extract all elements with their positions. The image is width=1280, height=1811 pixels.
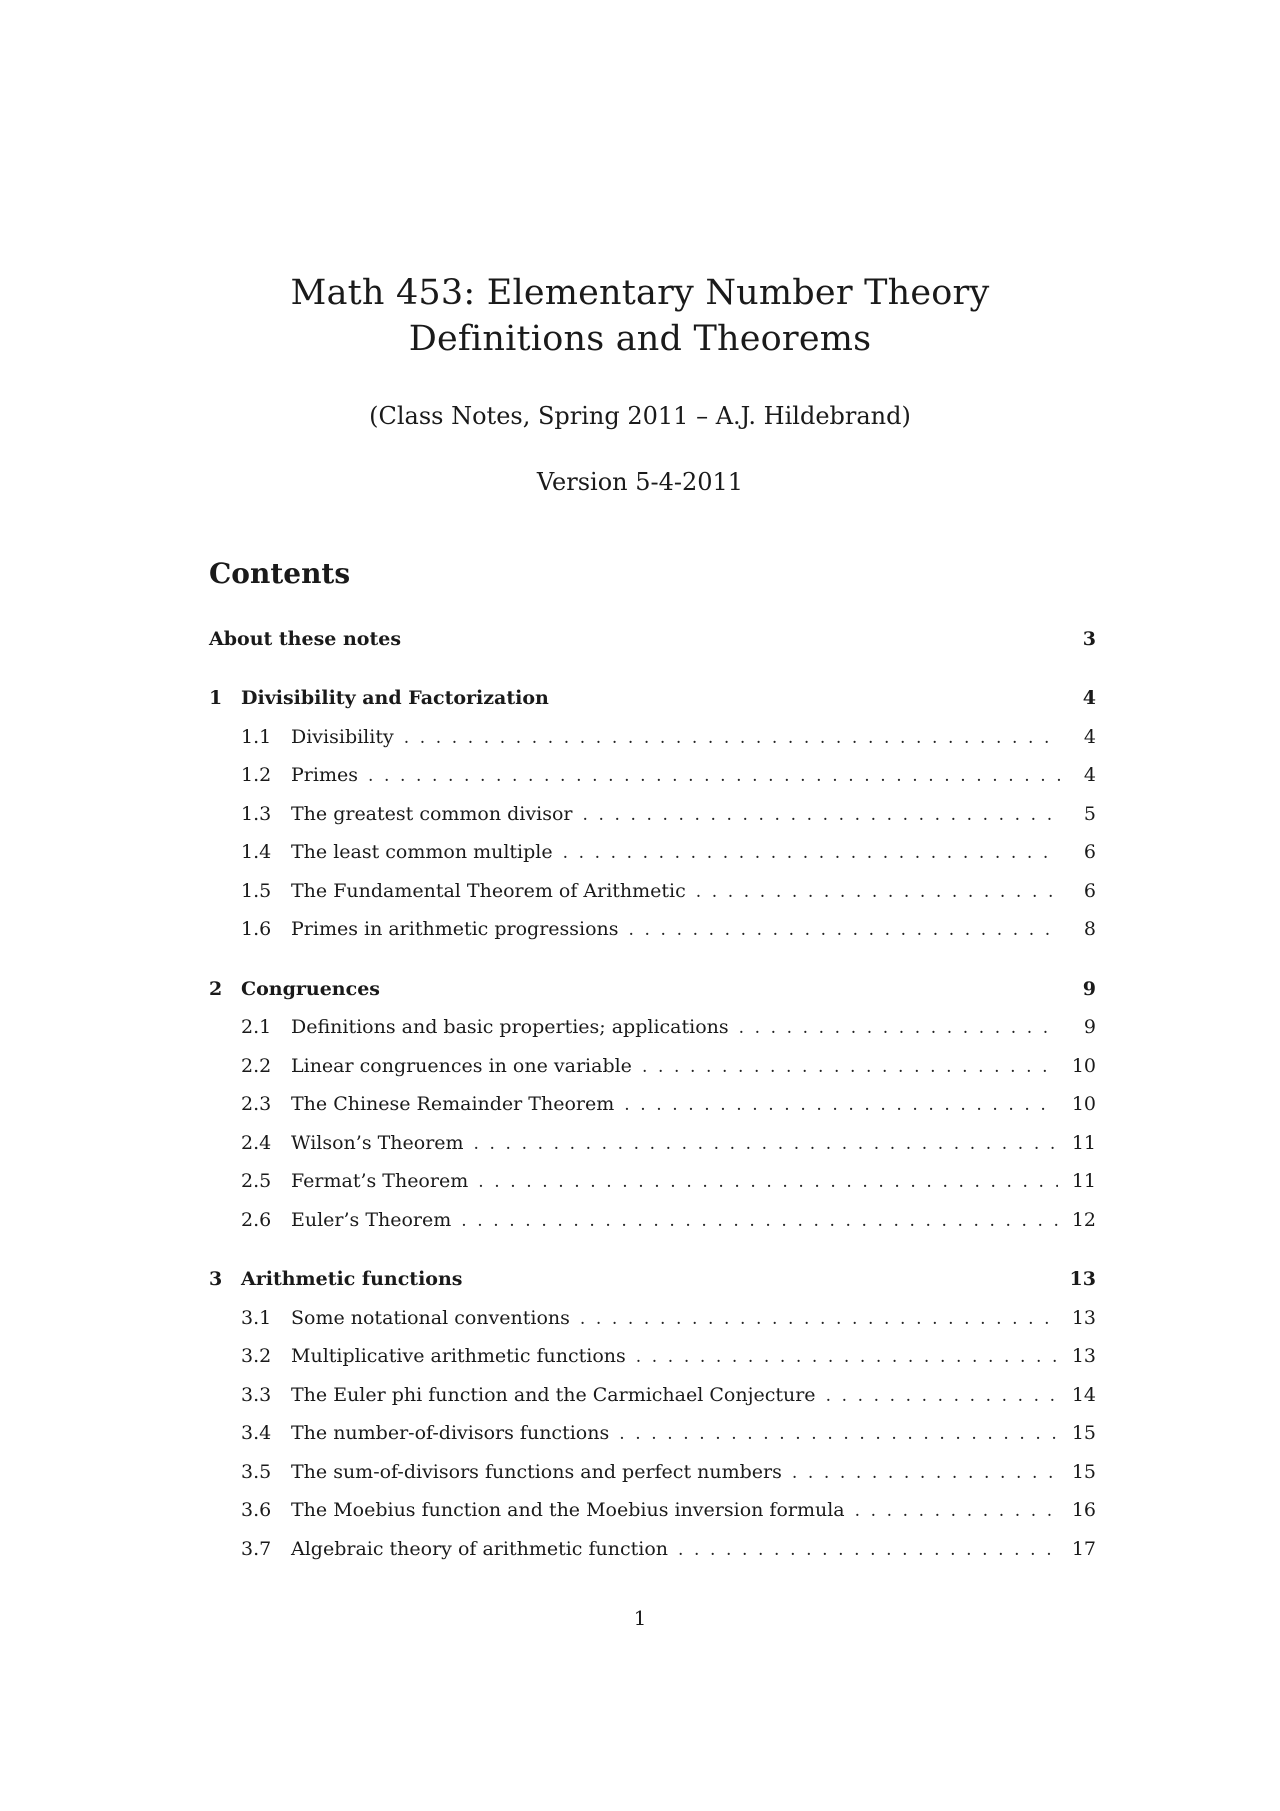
toc-section-2-6[interactable] xyxy=(209,1201,1096,1240)
dot-leader xyxy=(474,1125,1058,1164)
section-title: Primes xyxy=(291,764,358,786)
chapter-number: 1 xyxy=(209,687,223,709)
section-number: 2.2 xyxy=(241,1054,272,1077)
section-title: The number-of-divisors functions xyxy=(291,1422,610,1444)
dot-leader xyxy=(826,1377,1058,1416)
section-title: Multiplicative arithmetic functions xyxy=(291,1345,626,1367)
section-page: 15 xyxy=(1071,1460,1096,1483)
section-number: 2.5 xyxy=(241,1170,272,1192)
section-page: 15 xyxy=(1071,1422,1096,1444)
section-page: 11 xyxy=(1071,1131,1096,1154)
toc-about-page: 3 xyxy=(1082,628,1096,650)
section-page: 10 xyxy=(1071,1093,1096,1115)
toc-section-3-5[interactable] xyxy=(209,1453,1096,1492)
chapter-page: 9 xyxy=(1082,977,1096,1000)
toc-section-3-1[interactable] xyxy=(209,1299,1096,1338)
document-title xyxy=(0,270,1280,362)
section-number: 1.1 xyxy=(241,725,272,748)
section-number: 1.5 xyxy=(241,879,272,902)
chapter-title: Divisibility and Factorization xyxy=(241,687,549,709)
toc-section-3-4[interactable] xyxy=(209,1414,1096,1453)
chapter-number: 3 xyxy=(209,1268,223,1290)
toc-section-2-2[interactable] xyxy=(209,1047,1096,1086)
section-title: Wilson’s Theorem xyxy=(291,1131,464,1154)
section-title: The Moebius function and the Moebius inversion formula xyxy=(291,1499,845,1521)
title-line-1: Math 453: Elementary Number Theory xyxy=(290,273,990,313)
toc-chapter-1[interactable] xyxy=(209,679,1096,718)
section-number: 2.6 xyxy=(241,1208,272,1231)
dot-leader xyxy=(855,1492,1058,1531)
section-number: 1.3 xyxy=(241,802,272,825)
section-number: 3.1 xyxy=(241,1306,272,1329)
dot-leader xyxy=(404,719,1060,758)
chapter-number: 2 xyxy=(209,977,223,1000)
chapter-page: 13 xyxy=(1069,1268,1096,1290)
section-page: 16 xyxy=(1071,1499,1096,1521)
toc-section-1-2[interactable] xyxy=(209,756,1096,795)
toc-about-entry[interactable] xyxy=(209,620,1096,658)
section-title: Linear congruences in one variable xyxy=(291,1054,632,1077)
dot-leader xyxy=(478,1163,1058,1202)
section-number: 2.3 xyxy=(241,1093,272,1115)
section-number: 2.1 xyxy=(241,1016,272,1038)
dot-leader xyxy=(739,1009,1060,1048)
section-page: 4 xyxy=(1083,725,1096,748)
section-page: 6 xyxy=(1083,879,1096,902)
toc-section-3-2[interactable] xyxy=(209,1337,1096,1376)
toc-section-2-1[interactable] xyxy=(209,1008,1096,1047)
section-page: 4 xyxy=(1083,764,1096,786)
toc-chapter-3[interactable] xyxy=(209,1260,1096,1299)
section-title: Divisibility xyxy=(291,725,394,748)
section-title: The greatest common divisor xyxy=(291,802,573,825)
toc-section-1-6[interactable] xyxy=(209,910,1096,949)
section-title: The Chinese Remainder Theorem xyxy=(291,1093,615,1115)
section-page: 17 xyxy=(1071,1537,1096,1560)
dot-leader xyxy=(582,796,1060,835)
contents-heading: Contents xyxy=(209,557,351,590)
section-number: 3.7 xyxy=(241,1537,272,1560)
section-page: 6 xyxy=(1083,841,1096,863)
document-subtitle: (Class Notes, Spring 2011 – A.J. Hildebrand) xyxy=(369,402,911,430)
section-title: Fermat’s Theorem xyxy=(291,1170,469,1192)
section-title: The Euler phi function and the Carmichael Conjecture xyxy=(291,1383,816,1406)
dot-leader xyxy=(642,1048,1058,1087)
section-number: 1.4 xyxy=(241,841,272,863)
dot-leader xyxy=(619,1415,1058,1454)
chapter-title: Arithmetic functions xyxy=(241,1268,463,1290)
dot-leader xyxy=(678,1531,1058,1570)
dot-leader xyxy=(461,1202,1058,1241)
section-title: Some notational conventions xyxy=(291,1306,570,1329)
section-number: 3.2 xyxy=(241,1345,272,1367)
toc-chapter-2[interactable] xyxy=(209,970,1096,1009)
section-number: 2.4 xyxy=(241,1131,272,1154)
section-page: 10 xyxy=(1071,1054,1096,1077)
section-page: 13 xyxy=(1071,1345,1096,1367)
section-number: 3.5 xyxy=(241,1460,272,1483)
toc-section-3-7[interactable] xyxy=(209,1530,1096,1569)
dot-leader xyxy=(624,1086,1058,1125)
section-title: Primes in arithmetic progressions xyxy=(291,918,619,940)
section-title: The sum-of-divisors functions and perfect numbers xyxy=(291,1460,782,1483)
title-line-2: Definitions and Theorems xyxy=(408,319,872,359)
section-page: 9 xyxy=(1083,1016,1096,1038)
section-number: 3.6 xyxy=(241,1499,272,1521)
toc-section-1-1[interactable] xyxy=(209,718,1096,757)
chapter-page: 4 xyxy=(1082,687,1096,709)
toc-about-title: About these notes xyxy=(209,628,402,650)
section-number: 3.3 xyxy=(241,1383,272,1406)
section-title: Definitions and basic properties; applications xyxy=(291,1016,729,1038)
dot-leader xyxy=(563,834,1060,873)
section-title: Euler’s Theorem xyxy=(291,1208,452,1231)
page-number: 1 xyxy=(633,1606,647,1630)
section-page: 13 xyxy=(1071,1306,1096,1329)
toc-section-3-6[interactable] xyxy=(209,1491,1096,1530)
section-number: 3.4 xyxy=(241,1422,272,1444)
section-page: 8 xyxy=(1083,918,1096,940)
table-of-contents xyxy=(209,620,1096,1568)
toc-section-2-5[interactable] xyxy=(209,1162,1096,1201)
dot-leader xyxy=(580,1300,1058,1339)
section-title: The least common multiple xyxy=(291,841,553,863)
section-number: 1.6 xyxy=(241,918,272,940)
toc-section-3-3[interactable] xyxy=(209,1376,1096,1415)
dot-leader xyxy=(792,1454,1058,1493)
dot-leader xyxy=(629,911,1060,950)
toc-section-1-4[interactable] xyxy=(209,833,1096,872)
section-title: The Fundamental Theorem of Arithmetic xyxy=(291,879,686,902)
section-page: 12 xyxy=(1071,1208,1096,1231)
dot-leader xyxy=(696,873,1060,912)
section-page: 11 xyxy=(1071,1170,1096,1192)
section-title: Algebraic theory of arithmetic function xyxy=(291,1537,669,1560)
document-version: Version 5-4-2011 xyxy=(536,468,744,496)
dot-leader xyxy=(368,757,1060,796)
chapter-title: Congruences xyxy=(241,977,380,1000)
toc-section-1-3[interactable] xyxy=(209,795,1096,834)
section-page: 14 xyxy=(1071,1383,1096,1406)
toc-section-2-3[interactable] xyxy=(209,1085,1096,1124)
dot-leader xyxy=(636,1338,1058,1377)
section-number: 1.2 xyxy=(241,764,272,786)
toc-section-2-4[interactable] xyxy=(209,1124,1096,1163)
section-page: 5 xyxy=(1083,802,1096,825)
toc-section-1-5[interactable] xyxy=(209,872,1096,911)
